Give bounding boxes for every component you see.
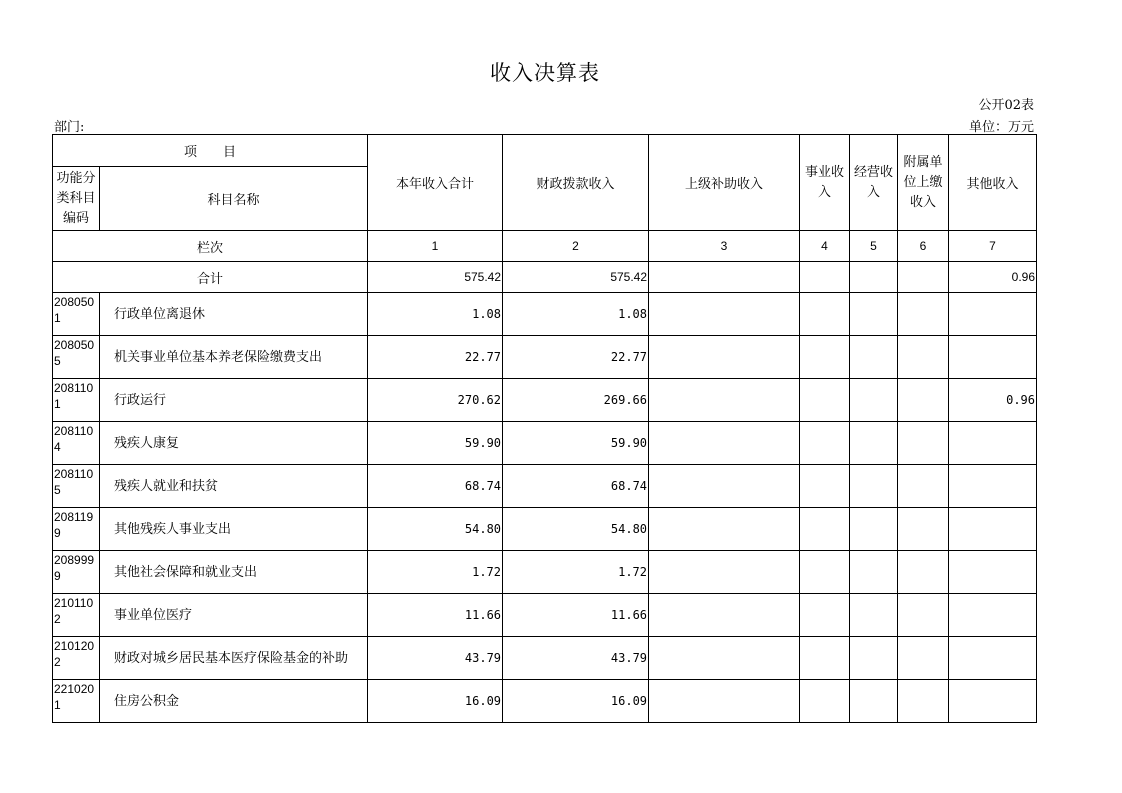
cell-value bbox=[800, 293, 850, 336]
cell-value: 54.80 bbox=[503, 508, 649, 551]
index-num: 7 bbox=[949, 231, 1037, 262]
cell-value bbox=[949, 637, 1037, 680]
cell-value bbox=[800, 680, 850, 723]
cell-value: 1.08 bbox=[368, 293, 503, 336]
cell-value bbox=[649, 336, 800, 379]
total-value bbox=[800, 262, 850, 293]
table-row bbox=[53, 637, 1037, 680]
cell-value: 1.72 bbox=[503, 551, 649, 594]
function-code: 2101102 bbox=[53, 594, 100, 637]
cell-value bbox=[898, 637, 949, 680]
cell-value bbox=[649, 637, 800, 680]
cell-value bbox=[898, 422, 949, 465]
function-code: 2101202 bbox=[53, 637, 100, 680]
cell-value bbox=[850, 465, 898, 508]
cell-value bbox=[949, 422, 1037, 465]
page-title: 收入决算表 bbox=[490, 61, 600, 85]
index-num: 1 bbox=[368, 231, 503, 262]
cell-value: 270.62 bbox=[368, 379, 503, 422]
form-number: 公开02表 bbox=[978, 98, 1034, 113]
cell-value bbox=[850, 551, 898, 594]
cell-value bbox=[898, 465, 949, 508]
cell-value bbox=[649, 551, 800, 594]
subject-name: 机关事业单位基本养老保险缴费支出 bbox=[100, 336, 368, 379]
header-other-income: 其他收入 bbox=[949, 135, 1037, 231]
cell-value bbox=[649, 379, 800, 422]
cell-value: 11.66 bbox=[503, 594, 649, 637]
cell-value bbox=[800, 594, 850, 637]
index-num: 3 bbox=[649, 231, 800, 262]
cell-value bbox=[800, 551, 850, 594]
subject-name: 行政运行 bbox=[100, 379, 368, 422]
cell-value bbox=[800, 422, 850, 465]
cell-value bbox=[949, 680, 1037, 723]
cell-value: 59.90 bbox=[368, 422, 503, 465]
cell-value bbox=[850, 508, 898, 551]
cell-value bbox=[800, 637, 850, 680]
total-value bbox=[850, 262, 898, 293]
cell-value bbox=[949, 594, 1037, 637]
subject-name: 财政对城乡居民基本医疗保险基金的补助 bbox=[100, 637, 368, 680]
department-label: 部门: bbox=[54, 120, 85, 135]
total-value bbox=[898, 262, 949, 293]
subject-name: 其他社会保障和就业支出 bbox=[100, 551, 368, 594]
total-label: 合计 bbox=[53, 262, 368, 293]
total-value: 575.42 bbox=[503, 262, 649, 293]
cell-value bbox=[649, 680, 800, 723]
cell-value: 0.96 bbox=[949, 379, 1037, 422]
cell-value bbox=[898, 551, 949, 594]
cell-value bbox=[850, 293, 898, 336]
cell-value bbox=[649, 422, 800, 465]
cell-value bbox=[898, 594, 949, 637]
index-num: 2 bbox=[503, 231, 649, 262]
cell-value: 22.77 bbox=[503, 336, 649, 379]
total-value bbox=[649, 262, 800, 293]
cell-value: 1.08 bbox=[503, 293, 649, 336]
cell-value bbox=[800, 465, 850, 508]
function-code: 2089999 bbox=[53, 551, 100, 594]
function-code: 2080505 bbox=[53, 336, 100, 379]
subject-name: 住房公积金 bbox=[100, 680, 368, 723]
cell-value: 68.74 bbox=[368, 465, 503, 508]
cell-value: 11.66 bbox=[368, 594, 503, 637]
cell-value bbox=[949, 508, 1037, 551]
function-code: 2081101 bbox=[53, 379, 100, 422]
cell-value bbox=[800, 336, 850, 379]
cell-value bbox=[850, 336, 898, 379]
header-fiscal-appropriation: 财政拨款收入 bbox=[503, 135, 649, 231]
header-affiliated-income: 附属单位上缴收入 bbox=[898, 135, 949, 231]
total-row bbox=[53, 262, 1037, 293]
unit-label: 单位：万元 bbox=[968, 120, 1034, 135]
cell-value bbox=[949, 293, 1037, 336]
header-function-code: 功能分类科目编码 bbox=[53, 167, 100, 231]
total-value: 0.96 bbox=[949, 262, 1037, 293]
table-row bbox=[53, 594, 1037, 637]
cell-value bbox=[850, 594, 898, 637]
cell-value bbox=[949, 465, 1037, 508]
cell-value bbox=[898, 680, 949, 723]
cell-value bbox=[649, 508, 800, 551]
cell-value bbox=[850, 379, 898, 422]
cell-value: 16.09 bbox=[368, 680, 503, 723]
index-row bbox=[53, 231, 1037, 262]
index-num: 6 bbox=[898, 231, 949, 262]
function-code: 2081104 bbox=[53, 422, 100, 465]
table-row bbox=[53, 551, 1037, 594]
income-table bbox=[52, 134, 1037, 723]
cell-value bbox=[649, 293, 800, 336]
header-project: 项 目 bbox=[53, 135, 368, 167]
cell-value: 54.80 bbox=[368, 508, 503, 551]
table-row bbox=[53, 293, 1037, 336]
table-row bbox=[53, 465, 1037, 508]
cell-value: 59.90 bbox=[503, 422, 649, 465]
cell-value bbox=[949, 336, 1037, 379]
cell-value: 1.72 bbox=[368, 551, 503, 594]
cell-value: 68.74 bbox=[503, 465, 649, 508]
index-num: 4 bbox=[800, 231, 850, 262]
table-row bbox=[53, 422, 1037, 465]
cell-value bbox=[850, 637, 898, 680]
cell-value bbox=[898, 293, 949, 336]
cell-value bbox=[649, 465, 800, 508]
subject-name: 其他残疾人事业支出 bbox=[100, 508, 368, 551]
cell-value bbox=[949, 551, 1037, 594]
cell-value bbox=[898, 508, 949, 551]
subject-name: 残疾人康复 bbox=[100, 422, 368, 465]
header-operating-income: 经营收入 bbox=[850, 135, 898, 231]
table-row bbox=[53, 680, 1037, 723]
subject-name: 事业单位医疗 bbox=[100, 594, 368, 637]
cell-value: 269.66 bbox=[503, 379, 649, 422]
cell-value bbox=[898, 336, 949, 379]
cell-value bbox=[898, 379, 949, 422]
cell-value bbox=[800, 508, 850, 551]
cell-value: 43.79 bbox=[368, 637, 503, 680]
header-total-income: 本年收入合计 bbox=[368, 135, 503, 231]
function-code: 2210201 bbox=[53, 680, 100, 723]
table-row bbox=[53, 508, 1037, 551]
table-row bbox=[53, 379, 1037, 422]
cell-value bbox=[850, 422, 898, 465]
cell-value bbox=[800, 379, 850, 422]
function-code: 2081105 bbox=[53, 465, 100, 508]
total-value: 575.42 bbox=[368, 262, 503, 293]
function-code: 2080501 bbox=[53, 293, 100, 336]
index-label: 栏次 bbox=[53, 231, 368, 262]
cell-value: 22.77 bbox=[368, 336, 503, 379]
function-code: 2081199 bbox=[53, 508, 100, 551]
table-row bbox=[53, 336, 1037, 379]
header-superior-subsidy: 上级补助收入 bbox=[649, 135, 800, 231]
subject-name: 行政单位离退休 bbox=[100, 293, 368, 336]
subject-name: 残疾人就业和扶贫 bbox=[100, 465, 368, 508]
header-subject-name: 科目名称 bbox=[100, 167, 368, 231]
cell-value: 16.09 bbox=[503, 680, 649, 723]
index-num: 5 bbox=[850, 231, 898, 262]
cell-value bbox=[649, 594, 800, 637]
cell-value bbox=[850, 680, 898, 723]
header-business-income: 事业收入 bbox=[800, 135, 850, 231]
cell-value: 43.79 bbox=[503, 637, 649, 680]
